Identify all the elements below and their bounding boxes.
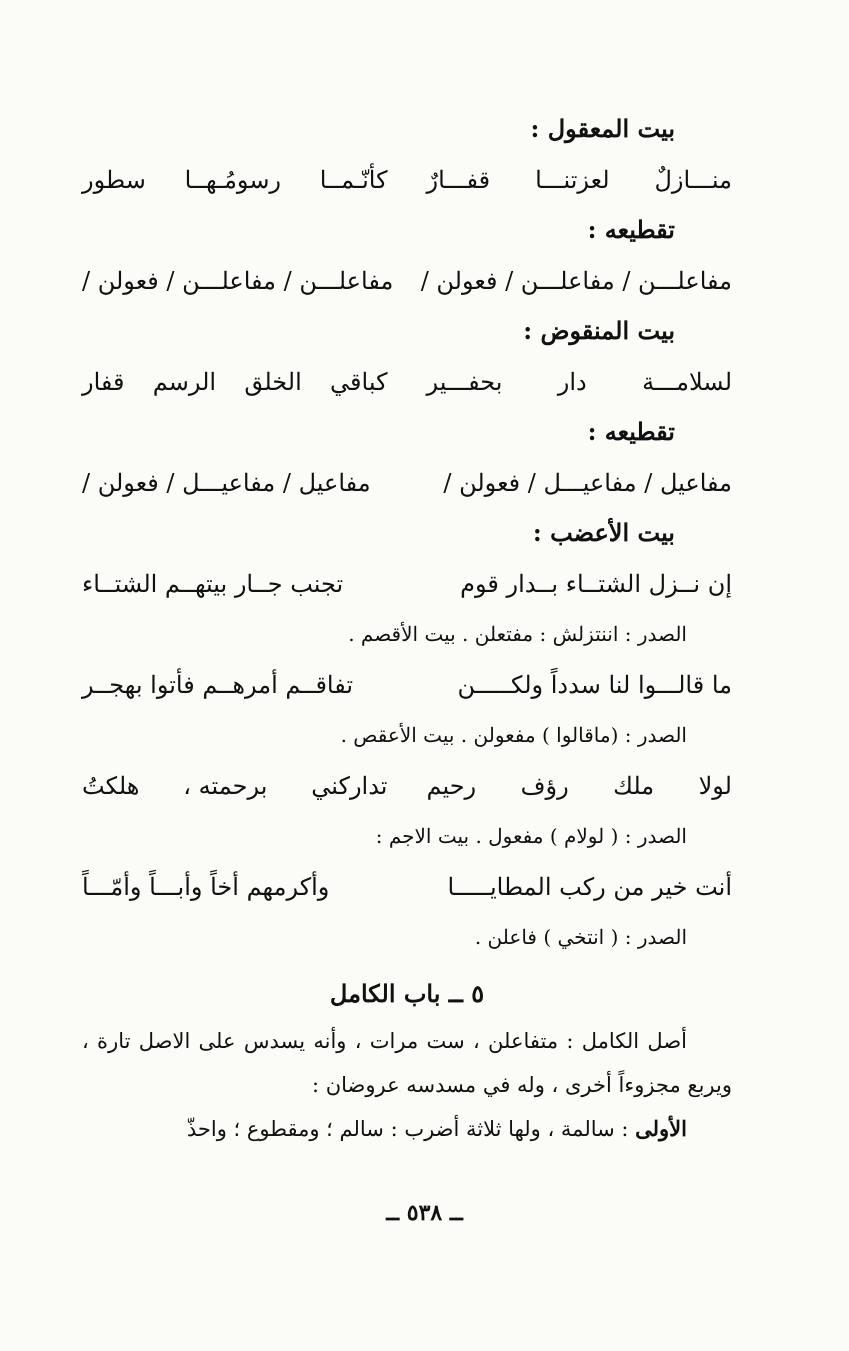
paragraph-first-aruud xyxy=(82,1107,732,1151)
verse-manquud xyxy=(82,357,732,408)
verse-maaqul xyxy=(82,155,732,206)
verse-second-hemistich: وأكرمهم أخاً وأبـــاً وأمّـــاً xyxy=(82,872,330,901)
word: بحفـــير xyxy=(426,367,503,396)
word: سطور xyxy=(82,165,146,194)
scansion-first: مفاعلـــن / مفاعلـــن / فعولن / xyxy=(420,266,732,295)
scansion-second: مفاعلـــن / مفاعلـــن / فعولن / xyxy=(82,266,394,295)
verse-first-hemistich xyxy=(427,357,733,408)
section-title: ٥ ــ باب الكامل xyxy=(329,978,485,1008)
verse-aqas xyxy=(82,761,732,812)
word: دار xyxy=(557,367,587,396)
scansion-manquud xyxy=(82,458,732,509)
word: قفـــارٌ xyxy=(426,165,491,194)
verse-aadab xyxy=(82,559,732,610)
heading-taqtia-2: تقطيعه : xyxy=(587,417,675,446)
scansion-maaqul xyxy=(82,256,732,307)
word: كأنّـمــا xyxy=(319,165,388,194)
verse-second-hemistich: تجنب جــار بيتهــم الشتــاء xyxy=(82,569,344,598)
heading-manquud: بيت المنقوض : xyxy=(523,316,675,345)
verse-first-hemistich xyxy=(427,761,733,812)
verse-second-hemistich xyxy=(82,155,388,206)
page-number: ــ ٥٣٨ ــ xyxy=(386,1200,463,1226)
word: لولا xyxy=(698,771,732,800)
word: منـــازلٌ xyxy=(654,165,732,194)
heading-aadab: بيت الأعضب : xyxy=(532,518,675,547)
scansion-first: مفاعيل / مفاعيـــل / فعولن / xyxy=(443,468,732,497)
word: كباقي xyxy=(330,367,388,396)
word: ملك xyxy=(613,771,655,800)
verse-second-hemistich xyxy=(82,357,388,408)
paragraph-text: : سالمة ، ولها ثلاثة أضرب : سالم ؛ ومقطوع ؛ واحذّ xyxy=(186,1116,636,1141)
note-ajam: الصدر : ( انتخي ) فاعلن . xyxy=(474,925,687,949)
verse-first-hemistich: ما قالـــوا لنا سدداً ولكـــــن xyxy=(457,670,732,699)
word: لعزتنـــا xyxy=(535,165,610,194)
verse-first-hemistich xyxy=(427,155,733,206)
word: قفار xyxy=(82,367,125,396)
word: تداركني xyxy=(311,771,388,800)
verse-second-hemistich: تفاقــم أمرهــم فأتوا بهجــر xyxy=(82,670,354,699)
verse-second-hemistich xyxy=(82,761,388,812)
verse-ajam xyxy=(82,862,732,913)
word: لسلامـــة xyxy=(642,367,732,396)
verse-first-hemistich: أنت خير من ركب المطايـــــا xyxy=(447,872,732,901)
word: الخلق xyxy=(244,367,302,396)
word: الرسم xyxy=(152,367,217,396)
word: رحيم xyxy=(426,771,477,800)
verse-aqsam xyxy=(82,660,732,711)
paragraph-kamil xyxy=(82,1019,732,1107)
verse-first-hemistich: إن نــزل الشتــاء بــدار قوم xyxy=(460,569,732,598)
page-text xyxy=(82,104,732,1151)
heading-maaqul: بيت المعقول : xyxy=(530,114,675,143)
word: هلكتُ xyxy=(82,771,140,800)
heading-taqtia-1: تقطيعه : xyxy=(587,215,675,244)
paragraph-text: أصل الكامل : متفاعلن ، ست مرات ، وأنه يسدس على الاصل تارة ، ويربع مجزوءاً أخرى ، وله في مسدسه عروضان : xyxy=(82,1028,732,1097)
word: رؤف xyxy=(520,771,569,800)
note-aqas: الصدر : ( لولام ) مفعول . بيت الاجم : xyxy=(375,824,687,848)
paragraph-bold-lead: الأولى xyxy=(635,1115,687,1141)
word: برحمته ، xyxy=(183,771,268,800)
note-aqsam: الصدر : (ماقالوا ) مفعولن . بيت الأعقص . xyxy=(340,723,687,747)
word: رسومُـهــا xyxy=(184,165,282,194)
scansion-second: مفاعيل / مفاعيـــل / فعولن / xyxy=(82,468,371,497)
note-aadab: الصدر : اننتزلش : مفتعلن . بيت الأقصم . xyxy=(348,622,687,646)
